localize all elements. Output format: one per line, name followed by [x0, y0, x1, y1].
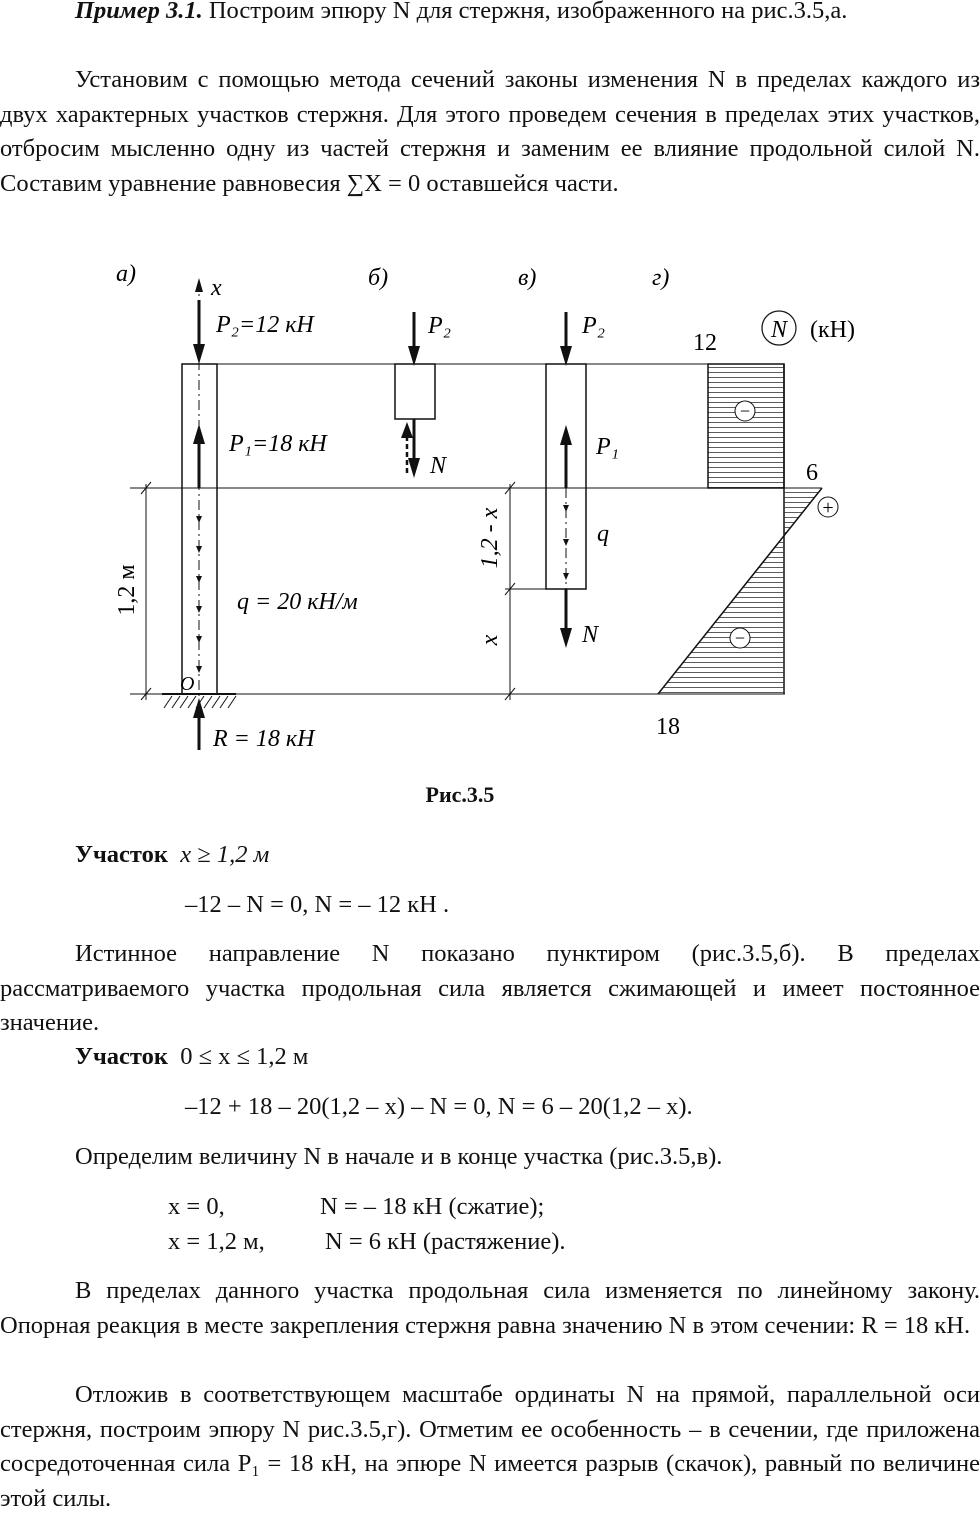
example-heading [0, 0, 980, 29]
q-label-v: q [597, 521, 609, 547]
value-n0: N = – 18 кН (сжатие); [320, 1193, 545, 1220]
p2-arrow-v [560, 346, 572, 366]
n-label-b: N [430, 453, 447, 479]
paragraph-5: Отложив в соответствующем масштабе ординаты N на прямой, параллельной оси стержня, построим эпюру N рис.3.5,г). Отметим ее особенность – в сечении, где приложена сосредоточенная сила P₁ = 18 кН, на эпюре N имеется разрыв (скачок), равный по величине этой силы. [0, 1381, 980, 1512]
example-label: Пример 3.1. [75, 0, 203, 24]
value-12: 12 [693, 330, 717, 356]
value-18: 18 [656, 714, 680, 740]
n-label-v: N [582, 622, 599, 648]
paragraph-2: Истинное направление N показано пунктиром (рис.3.5,б). В пределах рассматриваемого участка продольная сила является сжимающей и имеет постоянное значение. [0, 940, 980, 1036]
x-axis-label: x [211, 275, 222, 301]
svg-text:−: − [739, 401, 751, 421]
figure-caption: Рис.3.5 [425, 782, 495, 807]
x-axis-arrow [195, 278, 203, 292]
svg-text:+: + [822, 497, 834, 519]
label-g: г) [652, 265, 670, 291]
origin-label: O [180, 673, 195, 695]
label-b: б) [368, 265, 389, 291]
n-arrow-v [560, 628, 572, 648]
dimension-label: 1,2 м [114, 564, 140, 616]
label-a: а) [116, 261, 136, 287]
paragraph-4: В пределах данного участка продольная сила изменяется по линейному закону. Опорная реакция в месте закрепления стержня равна значению N в этом сечении: R = 18 кН. [0, 1277, 980, 1339]
p2-label: P₂=12 кН [216, 312, 314, 338]
p2-arrow [193, 344, 205, 364]
r-arrow [193, 698, 205, 718]
value-n12: N = 6 кН (растяжение). [325, 1228, 566, 1255]
section-1-equation: –12 – N = 0, N = – 12 кН . [185, 891, 450, 918]
n-arrow-b [408, 458, 420, 478]
figure-3-5 [0, 240, 980, 770]
example-text: Построим эпюру N для стержня, изображенного на рис.3.5,а. [202, 0, 848, 24]
diagram-title: N [770, 317, 788, 343]
paragraph-3: Определим величину N в начале и в конце участка (рис.3.5,в). [75, 1143, 723, 1170]
value-6: 6 [806, 460, 818, 486]
p1-arrow-v [560, 425, 572, 445]
q-label: q = 20 кН/м [237, 589, 358, 615]
diagram-negative-rect [708, 364, 784, 488]
p2-arrow-b [408, 346, 420, 366]
p1-label: P₁=18 кН [229, 431, 327, 457]
segment-lower-label: x [477, 634, 503, 646]
p2-label-b: P₂ [428, 313, 452, 339]
segment-upper-label: 1,2 - x [477, 507, 503, 569]
value-x0: x = 0, [168, 1193, 225, 1220]
p2-label-v: P₂ [582, 313, 606, 339]
svg-text:−: − [734, 628, 746, 648]
bar-b [395, 364, 435, 419]
section-2-equation: –12 + 18 – 20(1,2 – x) – N = 0, N = 6 – 20(1,2 – x). [185, 1093, 693, 1120]
label-v: в) [518, 265, 537, 291]
section-1-heading: Участок x ≥ 1,2 м [75, 841, 270, 868]
section-2-heading: Участок 0 ≤ x ≤ 1,2 м [75, 1043, 309, 1070]
p1-label-v: P₁ [596, 434, 620, 460]
paragraph-1: Установим с помощью метода сечений законы изменения N в пределах каждого из двух характерных участков стержня. Для этого проведем сечения в пределах этих участков, отбросим мысленно одну из частей стержня и заменим ее влияние продольной силой N. Составим уравнение равновесия ∑X = 0 оставшейся части. [0, 66, 980, 197]
diagram-unit: (кН) [810, 317, 855, 343]
p1-arrow [193, 424, 205, 444]
value-x12: x = 1,2 м, [168, 1228, 265, 1255]
r-label: R = 18 кН [213, 726, 315, 752]
